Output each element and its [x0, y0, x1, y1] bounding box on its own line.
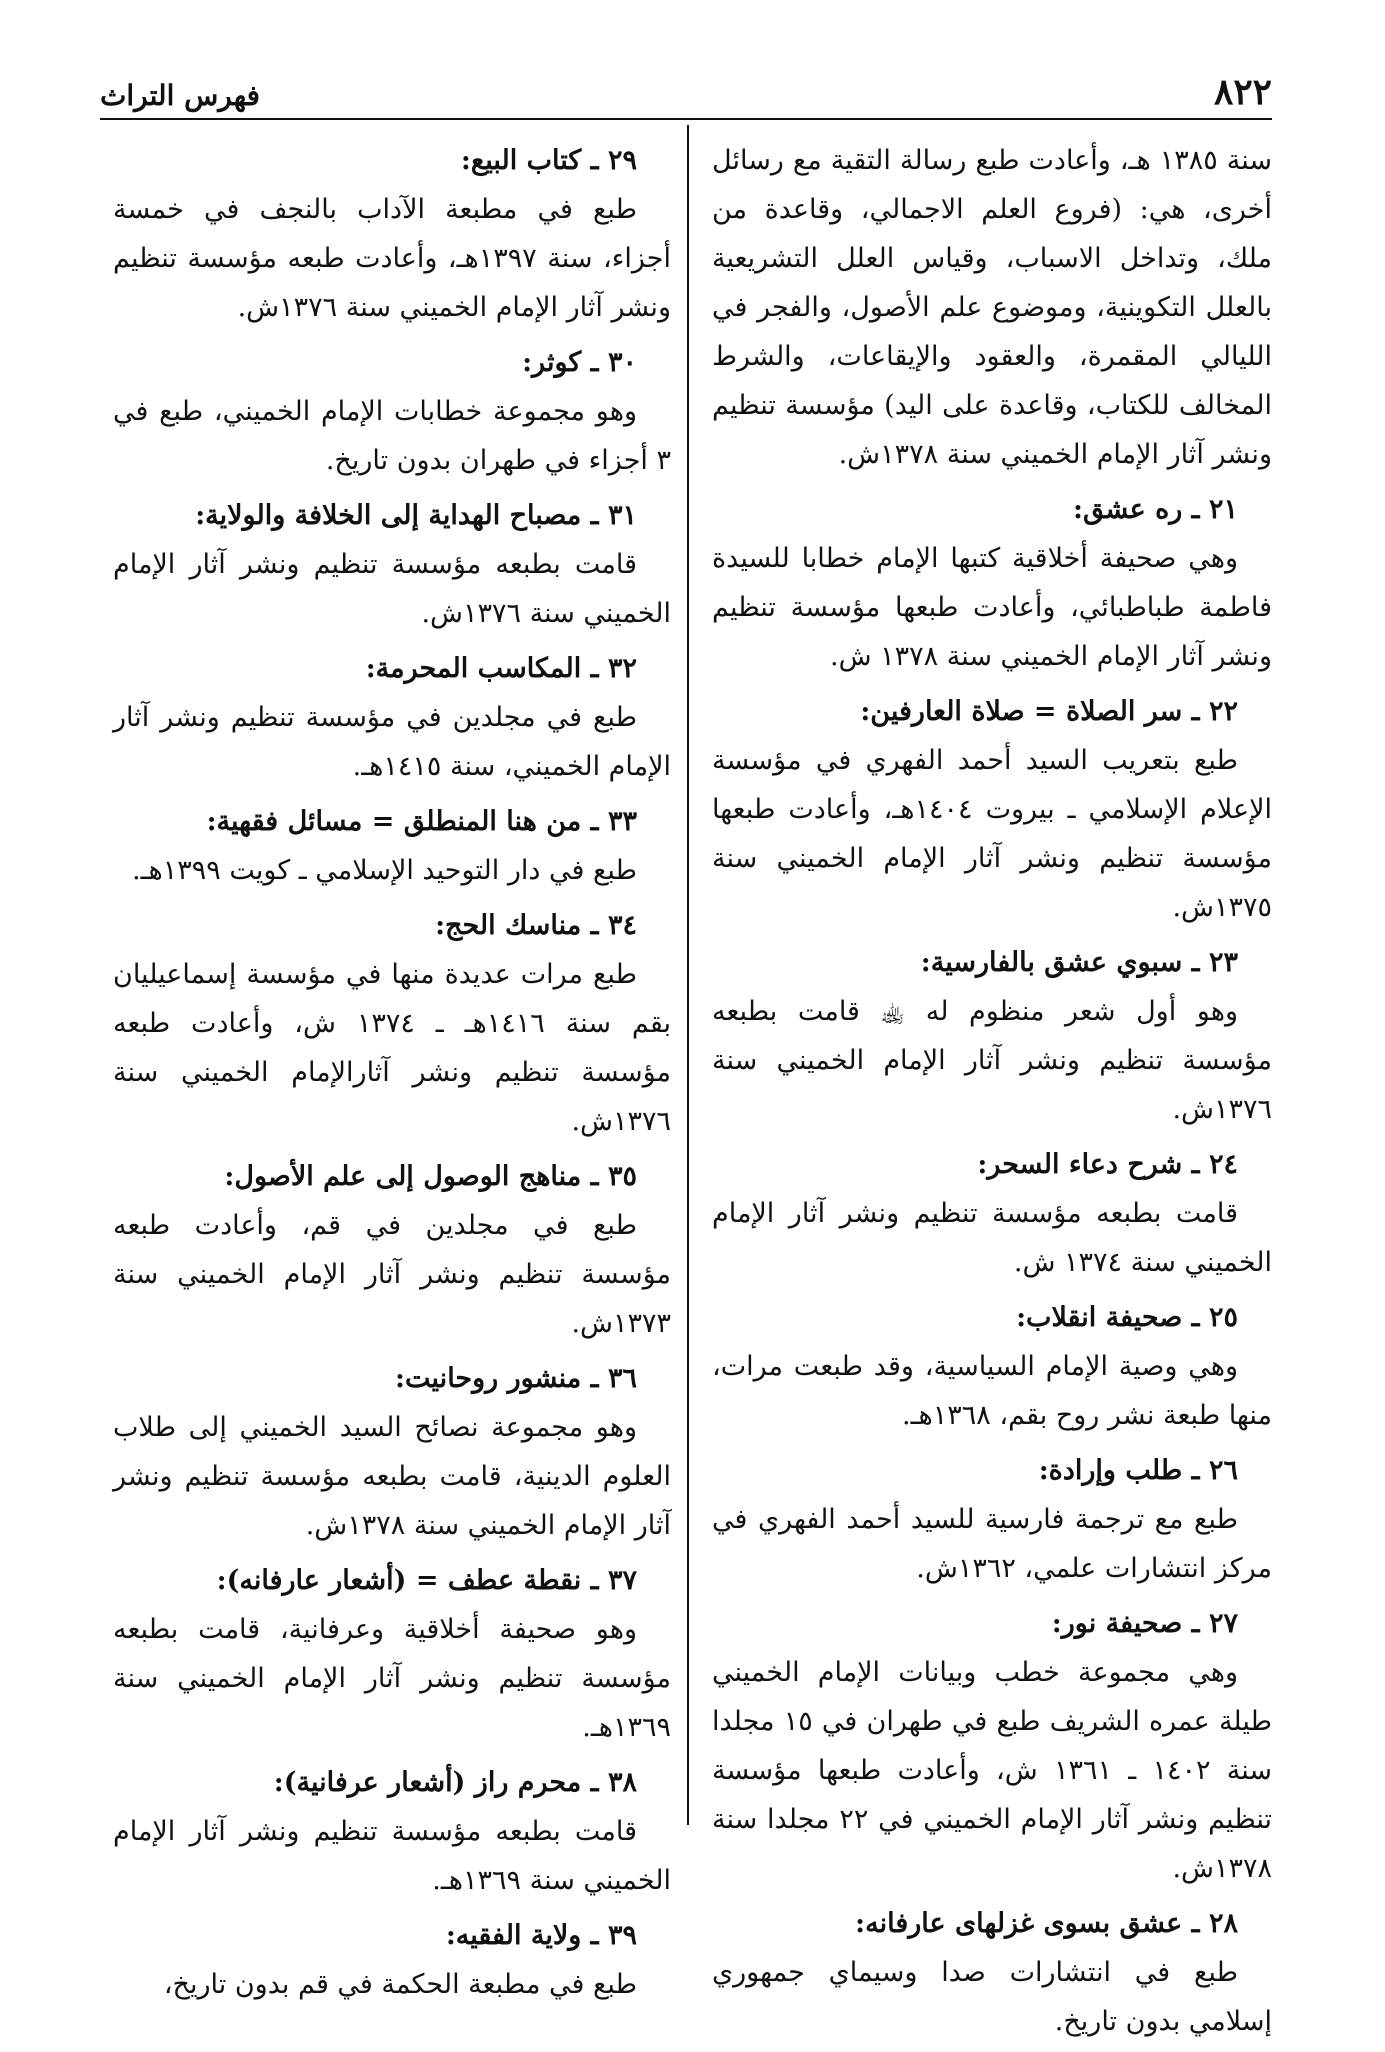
entry-title: ٢٩ ـ كتاب البيع: [460, 145, 637, 176]
entry-title: ٣٠ ـ كوثر: [522, 347, 637, 378]
header-rule [100, 118, 1272, 120]
entry-title: ٢٤ ـ شرح دعاء السحر: [977, 1149, 1238, 1180]
entry-title: ٣٨ ـ محرم راز (أشعار عرفانية): [273, 1767, 637, 1798]
entry-body: طبع في مجلدين في مؤسسة تنظيم ونشر آثار الإمام الخميني، سنة ١٤١٥هـ. [113, 702, 671, 782]
page-number: ٨٢٢ [1213, 71, 1272, 113]
entry-body: طبع في مطبعة الآداب بالنجف في خمسة أجزاء، سنة ١٣٩٧هـ، وأعادت طبعه مؤسسة تنظيم ونشر آثار الإمام الخميني سنة ١٣٧٦ش. [113, 194, 671, 323]
entry-37 [113, 1556, 671, 1752]
entry-title: ٣١ ـ مصباح الهداية إلى الخلافة والولاية: [195, 500, 637, 531]
entry-body: وهي وصية الإمام السياسية، وقد طبعت مرات، منها طبعة نشر روح بقم، ١٣٦٨هـ. [712, 1351, 1272, 1431]
entry-24 [712, 1140, 1272, 1287]
entry-21 [712, 485, 1272, 681]
entry-title: ٢٨ ـ عشق بسوى غزلهاى عارفانه: [855, 1908, 1238, 1939]
entry-33 [113, 797, 671, 895]
entry-title: ٣٦ ـ منشور روحانيت: [395, 1363, 637, 1394]
entry-body: طبع في دار التوحيد الإسلامي ـ كويت ١٣٩٩هـ. [132, 855, 637, 886]
entry-body: وهو صحيفة أخلاقية وعرفانية، قامت بطبعه مؤسسة تنظيم ونشر آثار الإمام الخميني سنة ١٣٦٩هـ. [113, 1614, 671, 1743]
entry-body: قامت بطبعه مؤسسة تنظيم ونشر آثار الإمام الخميني سنة ١٣٧٦ش. [113, 549, 671, 629]
entry-title: ٣٩ ـ ولاية الفقيه: [445, 1920, 637, 1951]
entry-body: وهو مجموعة خطابات الإمام الخميني، طبع في ٣ أجزاء في طهران بدون تاريخ. [113, 396, 671, 476]
entry-title: ٣٥ ـ مناهج الوصول إلى علم الأصول: [224, 1161, 637, 1192]
entry-body: وهو مجموعة نصائح السيد الخميني إلى طلاب العلوم الدينية، قامت بطبعه مؤسسة تنظيم ونشر آثار الإمام الخميني سنة ١٣٧٨ش. [113, 1412, 671, 1541]
entry-title: ٢٢ ـ سر الصلاة = صلاة العارفين: [860, 696, 1238, 727]
entry-31 [113, 491, 671, 638]
entry-title: ٣٧ ـ نقطة عطف = (أشعار عارفانه): [216, 1565, 637, 1596]
entry-body: طبع في مجلدين في قم، وأعادت طبعه مؤسسة تنظيم ونشر آثار الإمام الخميني سنة ١٣٧٣ش. [113, 1210, 671, 1339]
entry-title: ٢٥ ـ صحيفة انقلاب: [1016, 1302, 1238, 1333]
entry-body: طبع بتعريب السيد أحمد الفهري في مؤسسة الإعلام الإسلامي ـ بيروت ١٤٠٤هـ، وأعادت طبعها مؤسسة تنظيم ونشر آثار الإمام الخميني سنة ١٣٧٥ش. [712, 745, 1272, 923]
entry-23 [712, 938, 1272, 1134]
continuation-paragraph: سنة ١٣٨٥ هـ، وأعادت طبع رسالة التقية مع رسائل أخرى، هي: (فروع العلم الاجمالي، وقاعدة من ملك، وتداخل الاسباب، وقياس العلل التشريعية بالعلل التكوينية، وموضوع علم الأصول، والفجر في الليالي المقمرة، والعقود والإيقاعات، والشرط المخالف للكتاب، وقاعدة على اليد) مؤسسة تنظيم ونشر آثار الإمام الخميني سنة ١٣٧٨ش. [712, 145, 1272, 470]
column-divider [687, 125, 689, 1825]
entry-25 [712, 1293, 1272, 1440]
entry-title: ٢١ ـ ره عشق: [1073, 494, 1238, 525]
entry-35 [113, 1152, 671, 1348]
entry-body: طبع مرات عديدة منها في مؤسسة إسماعيليان بقم سنة ١٤١٦هـ ـ ١٣٧٤ ش، وأعادت طبعه مؤسسة تنظيم ونشر آثارالإمام الخميني سنة ١٣٧٦ش. [113, 959, 671, 1137]
entry-30 [113, 338, 671, 485]
entry-body: وهي مجموعة خطب وبيانات الإمام الخميني طيلة عمره الشريف طبع في طهران في ١٥ مجلدا سنة ١٤٠٢ ـ ١٣٦١ ش، وأعادت طبعها مؤسسة تنظيم ونشر آثار الإمام الخميني في ٢٢ مجلدا سنة ١٣٧٨ش. [712, 1657, 1273, 1884]
entry-body: طبع مع ترجمة فارسية للسيد أحمد الفهري في مركز انتشارات علمي، ١٣٦٢ش. [712, 1504, 1272, 1584]
entry-title: ٣٤ ـ مناسك الحج: [435, 910, 637, 941]
entry-29 [113, 136, 671, 332]
entry-22 [712, 687, 1272, 932]
entry-27 [712, 1599, 1272, 1893]
entry-38 [113, 1758, 671, 1905]
entry-title: ٣٣ ـ من هنا المنطلق = مسائل فقهية: [206, 806, 637, 837]
entry-body: قامت بطبعه مؤسسة تنظيم ونشر آثار الإمام الخميني سنة ١٣٧٤ ش. [712, 1198, 1272, 1278]
entry-body: قامت بطبعه مؤسسة تنظيم ونشر آثار الإمام الخميني سنة ١٣٦٩هـ. [113, 1816, 671, 1896]
entry-body: وهو أول شعر منظوم له ﵀ قامت بطبعه مؤسسة تنظيم ونشر آثار الإمام الخميني سنة ١٣٧٦ش. [712, 996, 1272, 1125]
entry-title: ٣٢ ـ المكاسب المحرمة: [365, 653, 637, 684]
entry-26 [712, 1446, 1272, 1593]
entry-39 [113, 1911, 671, 2009]
entry-body: وهي صحيفة أخلاقية كتبها الإمام خطابا للسيدة فاطمة طباطبائي، وأعادت طبعها مؤسسة تنظيم ونشر آثار الإمام الخميني سنة ١٣٧٨ ش. [712, 543, 1272, 672]
entry-34 [113, 901, 671, 1146]
entry-28 [712, 1899, 1272, 2046]
right-column [712, 136, 1272, 2052]
page-header [100, 70, 1272, 120]
left-column [113, 136, 671, 2015]
entry-36 [113, 1354, 671, 1550]
entry-title: ٢٧ ـ صحيفة نور: [1051, 1608, 1238, 1639]
entry-body: طبع في انتشارات صدا وسيماي جمهوري إسلامي بدون تاريخ. [712, 1957, 1272, 2037]
entry-body: طبع في مطبعة الحكمة في قم بدون تاريخ، [163, 1969, 637, 2000]
entry-32 [113, 644, 671, 791]
entry-title: ٢٦ ـ طلب وإرادة: [1038, 1455, 1238, 1486]
running-title: فهرس التراث [100, 79, 261, 112]
entry-title: ٢٣ ـ سبوي عشق بالفارسية: [920, 947, 1238, 978]
